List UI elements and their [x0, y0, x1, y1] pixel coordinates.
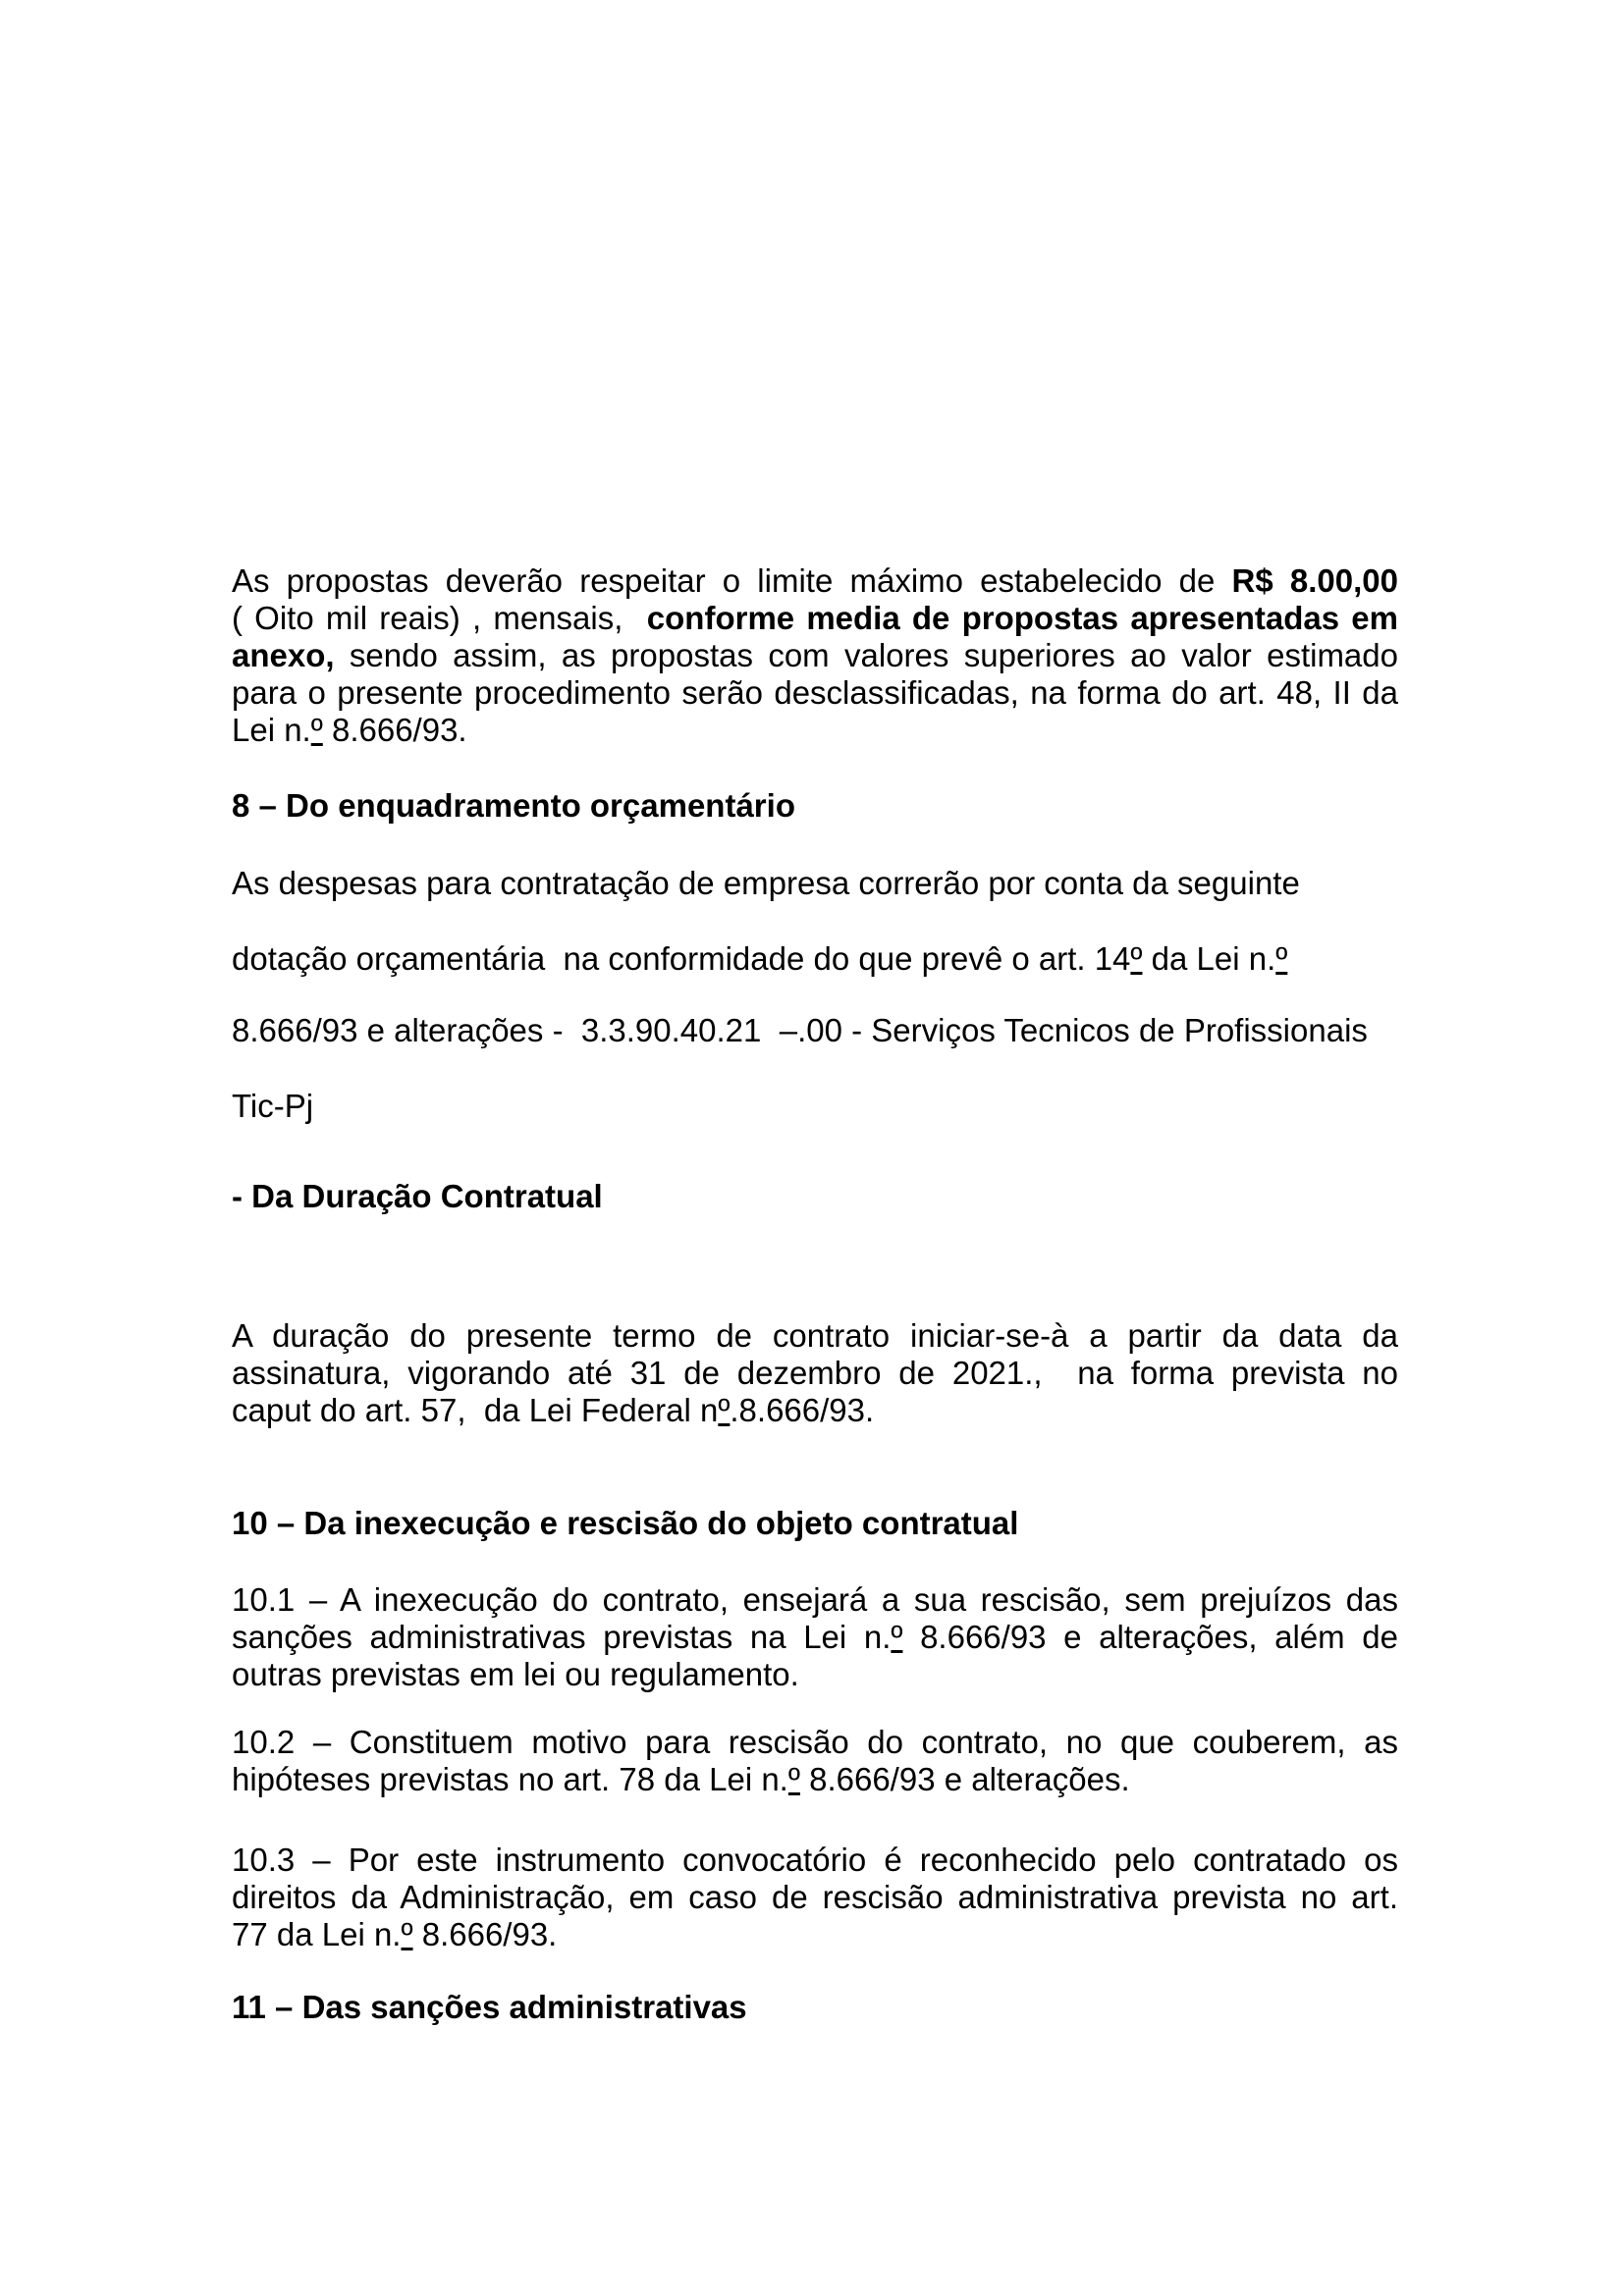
- text-line: 10.3 – Por este instrumento convocatório é reconhecido pelo contratado os: [232, 1842, 1398, 1878]
- text-segment: 77 da Lei n.: [232, 1916, 402, 1952]
- bold-text-segment: conforme media de propostas apresentadas em: [646, 600, 1398, 636]
- heading-section-11: 11 – Das sanções administrativas: [232, 1989, 747, 2025]
- paragraph-budget-allocation: [232, 865, 1398, 1125]
- ordinal-indicator: º: [1130, 940, 1143, 977]
- text-segment: ( Oito mil reais) , mensais,: [232, 600, 647, 636]
- text-line: A duração do presente termo de contrato iniciar-se-à a partir da data da: [232, 1317, 1398, 1354]
- paragraph-contract-duration: [232, 1317, 1398, 1429]
- text-line: para o presente procedimento serão desclassificadas, na forma do art. 48, II da: [232, 674, 1398, 711]
- paragraph-price-limit: [232, 562, 1398, 749]
- bold-price-value: R$ 8.00,00: [1231, 562, 1398, 599]
- text-line: direitos da Administração, em caso de rescisão administrativa prevista no art.: [232, 1879, 1398, 1915]
- text-line: [232, 637, 1398, 674]
- text-line: [232, 562, 1398, 600]
- document-text-block: [232, 562, 1398, 2026]
- ordinal-indicator: º: [401, 1916, 413, 1952]
- text-segment: Lei n.: [232, 712, 311, 748]
- text-segment: .8.666/93.: [730, 1392, 875, 1428]
- text-line: 8.666/93 e alterações - 3.3.90.40.21 –.00 - Serviços Tecnicos de Profissionais: [232, 1012, 1368, 1048]
- text-line: 10.1 – A inexecução do contrato, ensejará a sua rescisão, sem prejuízos das: [232, 1581, 1398, 1618]
- text-segment: hipóteses previstas no art. 78 da Lei n.: [232, 1761, 788, 1797]
- text-segment: 8.666/93 e alterações, além de: [902, 1619, 1398, 1655]
- heading-contract-duration: - Da Duração Contratual: [232, 1178, 603, 1214]
- ordinal-indicator: º: [787, 1761, 800, 1797]
- ordinal-indicator: º: [1275, 940, 1288, 977]
- text-segment: 8.666/93.: [412, 1916, 558, 1952]
- ordinal-indicator: º: [310, 712, 323, 748]
- ordinal-indicator: º: [891, 1619, 903, 1655]
- text-segment: sanções administrativas previstas na Lei n.: [232, 1619, 892, 1655]
- text-line: Tic-Pj: [232, 1088, 314, 1124]
- text-line: [232, 1392, 1398, 1429]
- heading-section-10: 10 – Da inexecução e rescisão do objeto contratual: [232, 1505, 1019, 1541]
- text-line: [232, 712, 1398, 749]
- bold-text-segment: anexo,: [232, 637, 335, 673]
- text-line: [232, 1916, 1398, 1953]
- text-line: 10.2 – Constituem motivo para rescisão do contrato, no que couberem, as: [232, 1724, 1398, 1760]
- text-segment: As propostas deverão respeitar o limite máximo estabelecido de: [232, 562, 1232, 599]
- text-line: outras previstas em lei ou regulamento.: [232, 1656, 799, 1692]
- text-segment: sendo assim, as propostas com valores superiores ao valor estimado: [334, 637, 1398, 673]
- paragraph-clause-10-3: [232, 1842, 1398, 1953]
- paragraph-clause-10-2: [232, 1724, 1398, 1798]
- text-line: assinatura, vigorando até 31 de dezembro de 2021., na forma prevista no: [232, 1355, 1398, 1391]
- text-segment: da Lei n.: [1142, 940, 1276, 977]
- text-line: [232, 600, 1398, 637]
- text-segment: 8.666/93.: [322, 712, 467, 748]
- ordinal-indicator: º: [718, 1392, 731, 1428]
- text-segment: caput do art. 57, da Lei Federal n: [232, 1392, 719, 1428]
- text-line: As despesas para contratação de empresa correrão por conta da seguinte: [232, 865, 1300, 901]
- text-line: [232, 1619, 1398, 1656]
- text-line: [232, 940, 1398, 978]
- heading-section-8: 8 – Do enquadramento orçamentário: [232, 787, 795, 824]
- paragraph-clause-10-1: [232, 1581, 1398, 1693]
- text-segment: dotação orçamentária na conformidade do que prevê o art. 14: [232, 940, 1131, 977]
- text-segment: 8.666/93 e alterações.: [799, 1761, 1130, 1797]
- text-line: [232, 1761, 1398, 1798]
